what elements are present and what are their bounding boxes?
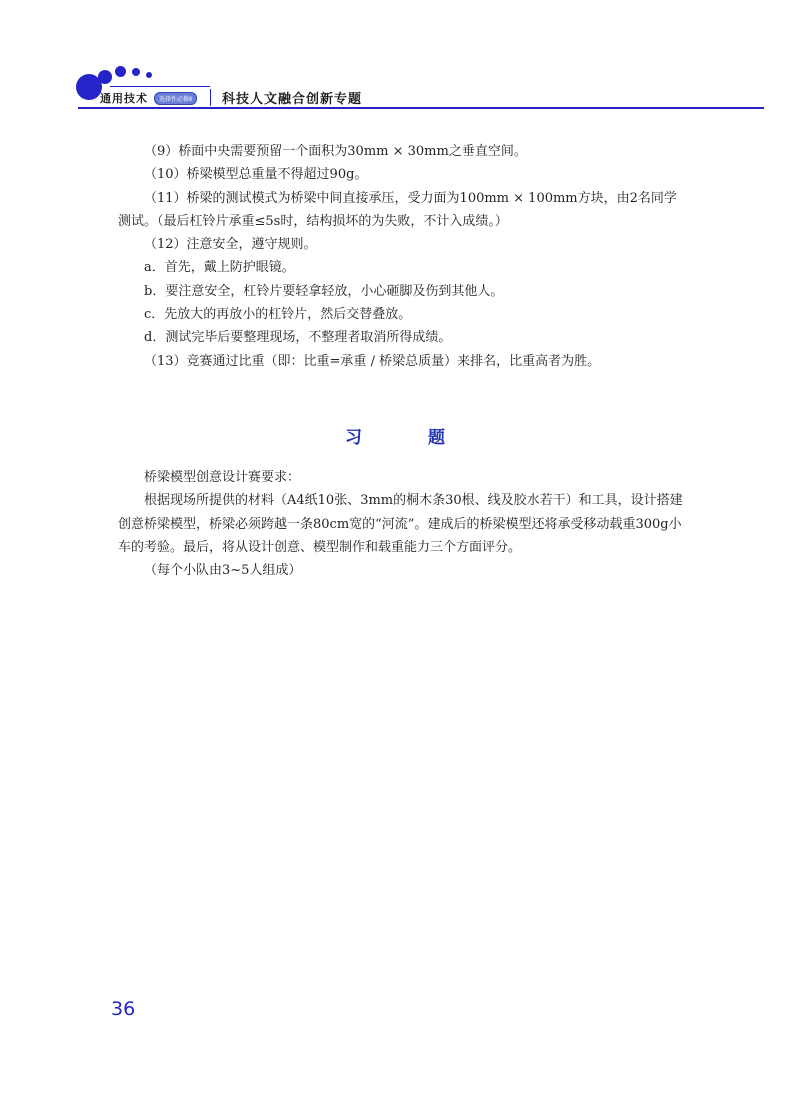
exercise-team-note: （每个小队由3~5人组成） xyxy=(144,563,302,579)
exercise-requirements: 根据现场所提供的材料（A4纸10张、3mm的桐木条30根、线及胶水若干）和工具，设计搭建创意桥梁模型，桥梁必须跨越一条80cm宽的“河流”。建成后的桥梁模型还将承受移动载重300g小车的考验。最后，将从设计创意、模型制作和载重能力三个方面评分。 xyxy=(118,493,683,555)
safety-item: d．测试完毕后要整理现场，不整理者取消所得成绩。 xyxy=(144,330,452,346)
header-divider xyxy=(210,89,211,106)
header-rule xyxy=(78,107,764,109)
page-header xyxy=(0,0,800,120)
series-name: 通用技术 xyxy=(100,92,148,105)
rule-item: （11）桥梁的测试模式为桥梁中间直接承压，受力面为100mm × 100mm方块，由2名同学测试。（最后杠铃片承重≤5s时，结构损坏的为失败，不计入成绩。） xyxy=(118,190,677,229)
exercise-intro: 桥梁模型创意设计赛要求： xyxy=(144,470,301,485)
header-dot-small xyxy=(132,68,140,76)
header-dot-medium xyxy=(115,66,126,77)
header-title: 科技人文融合创新专题 xyxy=(222,92,363,107)
rule-item: （13）竞赛通过比重（即：比重=承重 / 桥梁总质量）来排名，比重高者为胜。 xyxy=(144,353,601,369)
exercise-content xyxy=(118,466,688,582)
safety-item: b．要注意安全，杠铃片要轻拿轻放，小心砸脚及伤到其他人。 xyxy=(144,283,504,299)
rule-item: （12）注意安全，遵守规则。 xyxy=(144,237,317,253)
rules-content xyxy=(118,140,688,373)
section-title-exercises: 习 题 xyxy=(345,428,475,448)
series-label xyxy=(88,89,197,107)
header-dot-medium xyxy=(98,70,112,84)
header-top-rule xyxy=(110,86,210,87)
series-subtitle-badge: 选择性必修Ⅱ xyxy=(154,92,197,105)
rule-item: （9）桥面中央需要预留一个面积为30mm × 30mm之垂直空间。 xyxy=(144,144,527,159)
safety-item: a．首先，戴上防护眼镜。 xyxy=(144,260,295,276)
page-number: 36 xyxy=(111,998,136,1020)
safety-item: c．先放大的再放小的杠铃片，然后交替叠放。 xyxy=(144,307,412,323)
rule-item: （10）桥梁模型总重量不得超过90g。 xyxy=(144,167,368,183)
header-dot-small xyxy=(146,72,152,78)
